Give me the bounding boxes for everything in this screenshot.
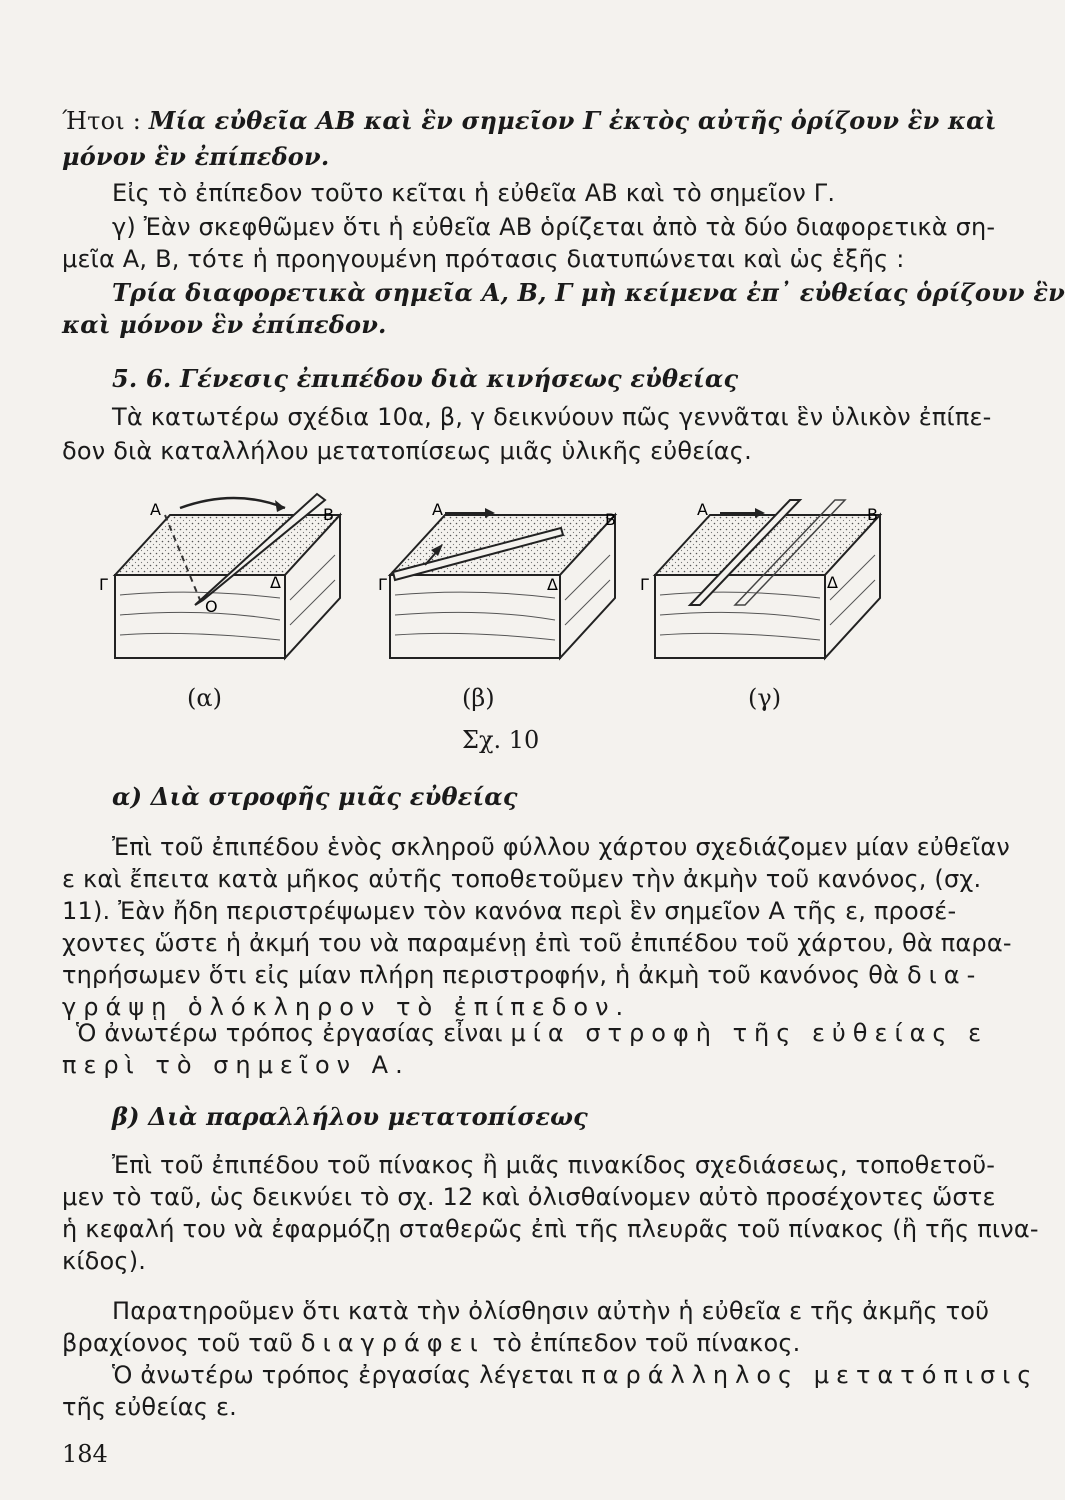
label-d-gamma: Δ [827, 573, 838, 592]
line-13: ε καὶ ἔπειτα κατὰ μῆκος αὐτῆς τοποθετοῦμεν τὴν ἀκμὴν τοῦ κανόνος, (σχ. [62, 865, 982, 893]
label-a-gamma: Α [697, 500, 708, 519]
line-6: Τρία διαφορετικὰ σημεῖα Α, Β, Γ μὴ κείμενα ἐπ᾽ εὐθείας ὁρίζουν ἓν [112, 278, 1065, 307]
text: Ὁ ἀνωτέρω τρόπος ἐργασίας λέγεται [112, 1361, 582, 1389]
text: Ὁ ἀνωτέρω τρόπος ἐργασίας εἶναι [76, 1019, 511, 1047]
subheading-alpha: α) Διὰ στροφῆς μιᾶς εὐθείας [112, 782, 518, 811]
label-g-alpha: Γ [99, 575, 108, 594]
label-d-beta: Δ [547, 575, 558, 594]
spaced-text: διαγράφει [300, 1329, 485, 1357]
line-4: γ) Ἐὰν σκεφθῶμεν ὅτι ἡ εὐθεῖα ΑΒ ὁρίζεται ἀπὸ τὰ δύο διαφορετικὰ ση- [112, 213, 996, 241]
line-18 [76, 1018, 989, 1048]
label-o-alpha: Ο [205, 597, 218, 616]
line-26 [62, 1328, 922, 1358]
subheading-beta: β) Διὰ παραλλήλου μετατοπίσεως [112, 1102, 588, 1131]
block-beta [390, 508, 615, 658]
spaced-text: δια- [906, 961, 983, 989]
text: τὸ ἐπίπεδον τοῦ πίνακος. [484, 1329, 801, 1357]
page-number: 184 [62, 1440, 108, 1468]
line-27 [112, 1360, 1039, 1390]
line-9: Τὰ κατωτέρω σχέδια 10α, β, γ δεικνύουν πῶς γεννᾶται ἓν ὑλικὸν ἐπίπε- [112, 403, 992, 431]
spaced-text: μία στροφὴ τῆς εὐθείας ε [510, 1019, 989, 1047]
label-b-beta: Β [605, 510, 616, 529]
line-19: περὶ τὸ σημεῖον Α. [62, 1051, 410, 1079]
line-10: δον διὰ καταλλήλου μετατοπίσεως μιᾶς ὑλικῆς εὐθείας. [62, 437, 752, 465]
label-g-beta: Γ [378, 575, 387, 594]
text: τηρήσωμεν ὅτι εἰς μίαν πλήρη περιστροφήν, ἡ ἀκμὴ τοῦ κανόνος θὰ [62, 961, 907, 989]
block-gamma [655, 500, 880, 658]
line-14: 11). Ἐὰν ἤδη περιστρέψωμεν τὸν κανόνα περὶ ἓν σημεῖον Α τῆς ε, προσέ- [62, 897, 957, 925]
line-25: Παρατηροῦμεν ὅτι κατὰ τὴν ὀλίσθησιν αὐτὴν ἡ εὐθεῖα ε τῆς ἀκμῆς τοῦ [112, 1297, 990, 1325]
label-a-beta: Α [432, 500, 443, 519]
label-d-alpha: Δ [270, 573, 281, 592]
spaced-text: παράλληλος μετατόπισις [581, 1361, 1039, 1389]
section-heading-5-6: 5. 6. Γένεσις ἐπιπέδου διὰ κινήσεως εὐθείας [112, 364, 739, 393]
emphasis-text: Μία εὐθεῖα ΑΒ καὶ ἓν σημεῖον Γ ἐκτὸς αὐτῆς ὁρίζουν ἓν καὶ [148, 106, 997, 135]
figure-10-diagram [95, 480, 895, 705]
label-g-gamma: Γ [640, 575, 649, 594]
line-3: Εἰς τὸ ἐπίπεδον τοῦτο κεῖται ἡ εὐθεῖα ΑΒ καὶ τὸ σημεῖον Γ. [112, 179, 836, 207]
line-16 [62, 960, 983, 990]
line-28: τῆς εὐθείας ε. [62, 1393, 237, 1421]
text: Ήτοι : [62, 107, 149, 135]
block-alpha [115, 494, 340, 658]
label-b-gamma: Β [867, 505, 878, 524]
line-5: μεῖα Α, Β, τότε ἡ προηγουμένη πρότασις διατυπώνεται καὶ ὡς ἑξῆς : [62, 245, 905, 273]
line-17: γράψῃ ὁλόκληρον τὸ ἐπίπεδον. [62, 993, 631, 1021]
label-b-alpha: Β [323, 505, 334, 524]
caption-gamma: (γ) [748, 684, 782, 712]
caption-alpha: (α) [187, 684, 222, 712]
line-21: Ἐπὶ τοῦ ἐπιπέδου τοῦ πίνακος ἢ μιᾶς πινακίδος σχεδιάσεως, τοποθετοῦ- [112, 1151, 996, 1179]
line-23: ἡ κεφαλή του νὰ ἐφαρμόζῃ σταθερῶς ἐπὶ τῆς πλευρᾶς τοῦ πίνακος (ἢ τῆς πινα- [62, 1215, 1039, 1243]
line-2: μόνον ἓν ἐπίπεδον. [62, 142, 330, 171]
line-12: Ἐπὶ τοῦ ἐπιπέδου ἑνὸς σκληροῦ φύλλου χάρτου σχεδιάζομεν μίαν εὐθεῖαν [112, 833, 1011, 861]
line-7: καὶ μόνον ἓν ἐπίπεδον. [62, 310, 387, 339]
line-1 [62, 106, 997, 136]
text: βραχίονος τοῦ ταῦ [62, 1329, 301, 1357]
caption-beta: (β) [462, 684, 495, 712]
line-15: χοντες ὥστε ἡ ἀκμή του νὰ παραμένῃ ἐπὶ τοῦ ἐπιπέδου τοῦ χάρτου, θὰ παρα- [62, 929, 1012, 957]
figure-title: Σχ. 10 [462, 726, 540, 754]
line-22: μεν τὸ ταῦ, ὡς δεικνύει τὸ σχ. 12 καὶ ὀλισθαίνομεν αὐτὸ προσέχοντες ὥστε [62, 1183, 996, 1211]
line-24: κίδος). [62, 1247, 147, 1275]
label-a-alpha: Α [150, 500, 161, 519]
